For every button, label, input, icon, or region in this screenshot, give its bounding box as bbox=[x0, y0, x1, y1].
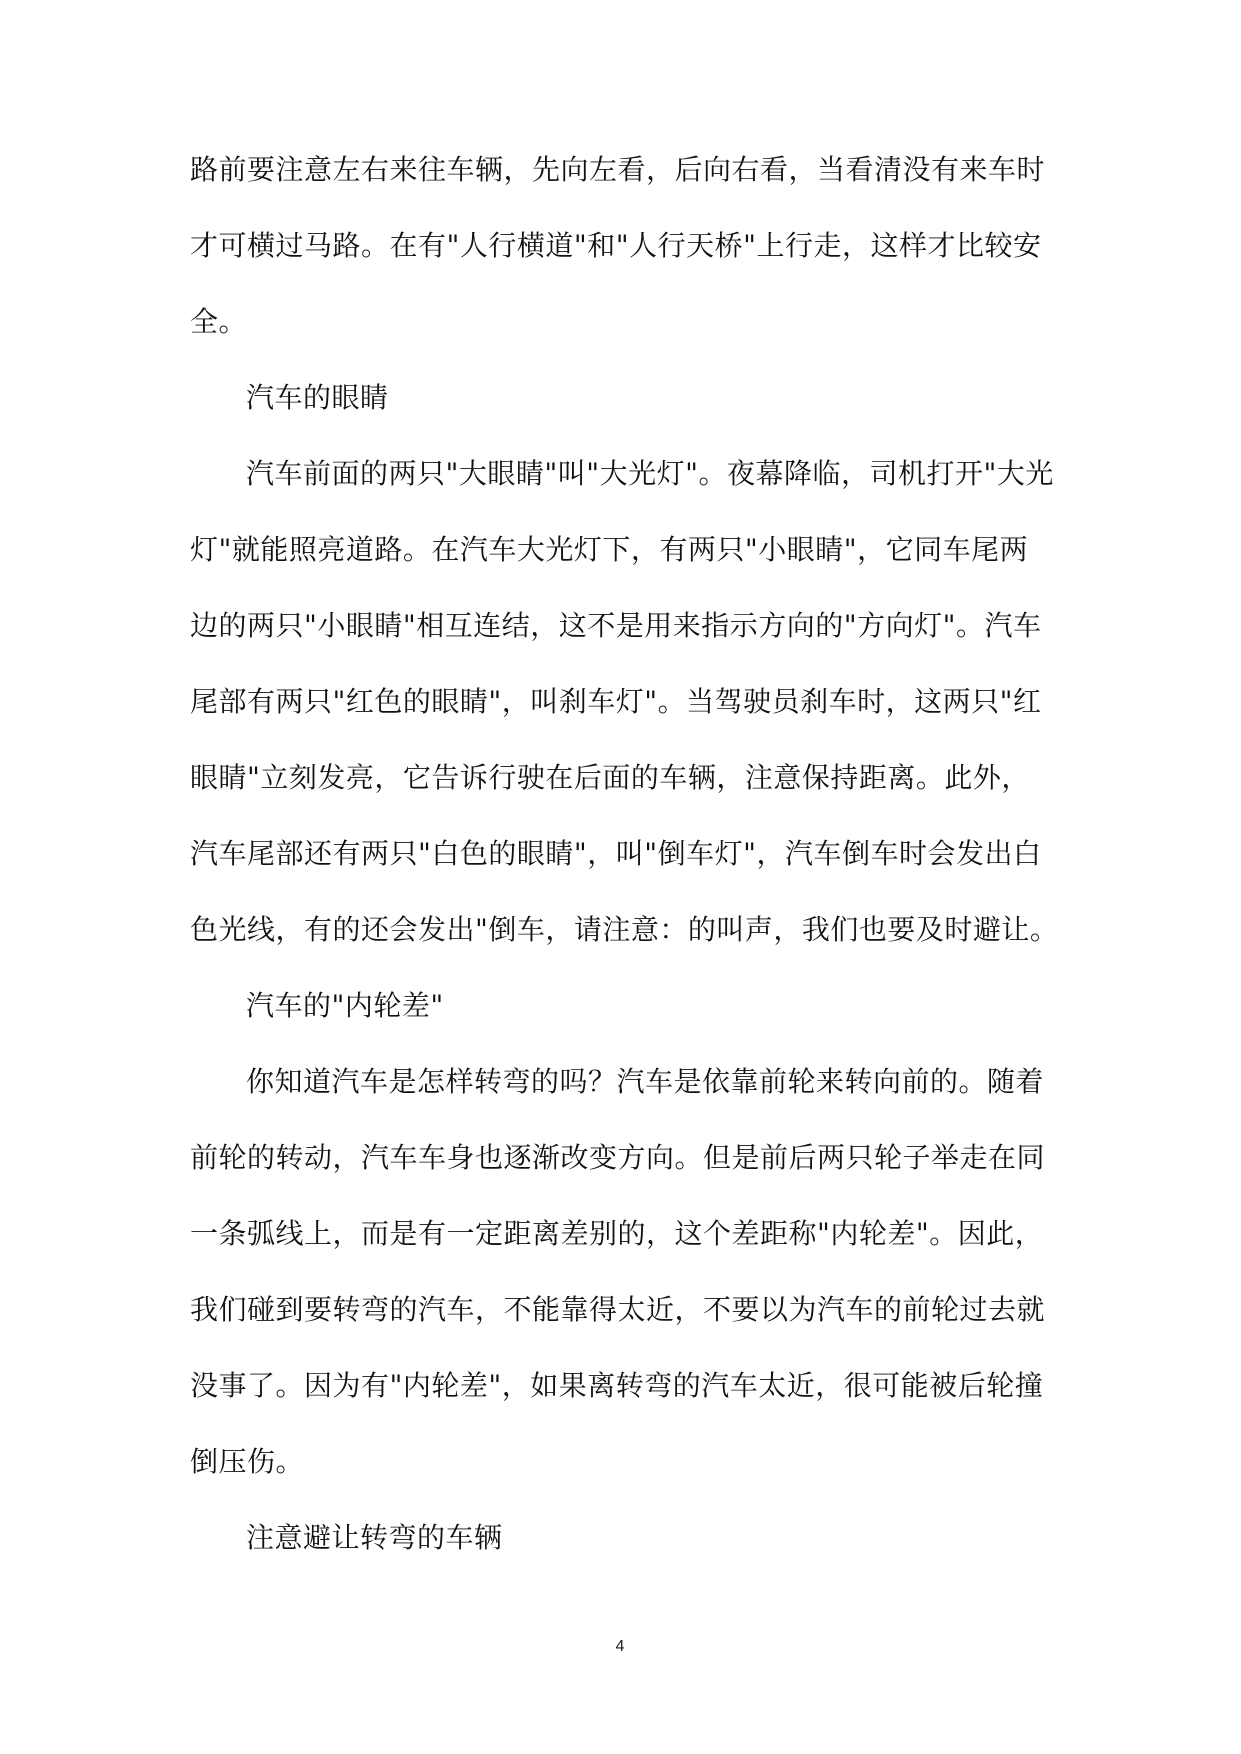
section-heading-car-eyes: 汽车的眼睛 bbox=[246, 381, 389, 414]
section-heading-yield-turning-vehicles: 注意避让转弯的车辆 bbox=[246, 1521, 503, 1554]
body-text-line: 汽车尾部还有两只"白色的眼睛"，叫"倒车灯"，汽车倒车时会发出白 bbox=[190, 837, 1042, 870]
body-text-line: 边的两只"小眼睛"相互连结，这不是用来指示方向的"方向灯"。汽车 bbox=[190, 609, 1042, 642]
body-text-line: 一条弧线上，而是有一定距离差别的，这个差距称"内轮差"。因此， bbox=[190, 1217, 1044, 1250]
body-text-line: 路前要注意左右来往车辆，先向左看，后向右看，当看清没有来车时 bbox=[190, 153, 1046, 186]
body-text-line: 你知道汽车是怎样转弯的吗？汽车是依靠前轮来转向前的。随着 bbox=[246, 1065, 1045, 1098]
body-text-line: 汽车前面的两只"大眼睛"叫"大光灯"。夜幕降临，司机打开"大光 bbox=[246, 457, 1054, 490]
body-text-line: 全。 bbox=[190, 305, 248, 338]
body-text-line: 倒压伤。 bbox=[190, 1445, 305, 1478]
body-text-line: 前轮的转动，汽车车身也逐渐改变方向。但是前后两只轮子举走在同 bbox=[190, 1141, 1046, 1174]
body-text-line: 我们碰到要转弯的汽车，不能靠得太近，不要以为汽车的前轮过去就 bbox=[190, 1293, 1046, 1326]
body-text-line: 眼睛"立刻发亮，它告诉行驶在后面的车辆，注意保持距离。此外， bbox=[190, 761, 1030, 794]
page-number: 4 bbox=[615, 1638, 625, 1655]
body-text-line: 色光线，有的还会发出"倒车，请注意：的叫声，我们也要及时避让。 bbox=[190, 913, 1059, 946]
body-text-line: 灯"就能照亮道路。在汽车大光灯下，有两只"小眼睛"，它同车尾两 bbox=[190, 533, 1029, 566]
body-text-line: 尾部有两只"红色的眼睛"，叫刹车灯"。当驾驶员刹车时，这两只"红 bbox=[190, 685, 1042, 718]
body-text-line: 才可横过马路。在有"人行横道"和"人行天桥"上行走，这样才比较安 bbox=[190, 229, 1042, 262]
body-text-line: 没事了。因为有"内轮差"，如果离转弯的汽车太近，很可能被后轮撞 bbox=[190, 1369, 1044, 1402]
section-heading-inner-wheel-difference: 汽车的"内轮差" bbox=[246, 989, 444, 1022]
